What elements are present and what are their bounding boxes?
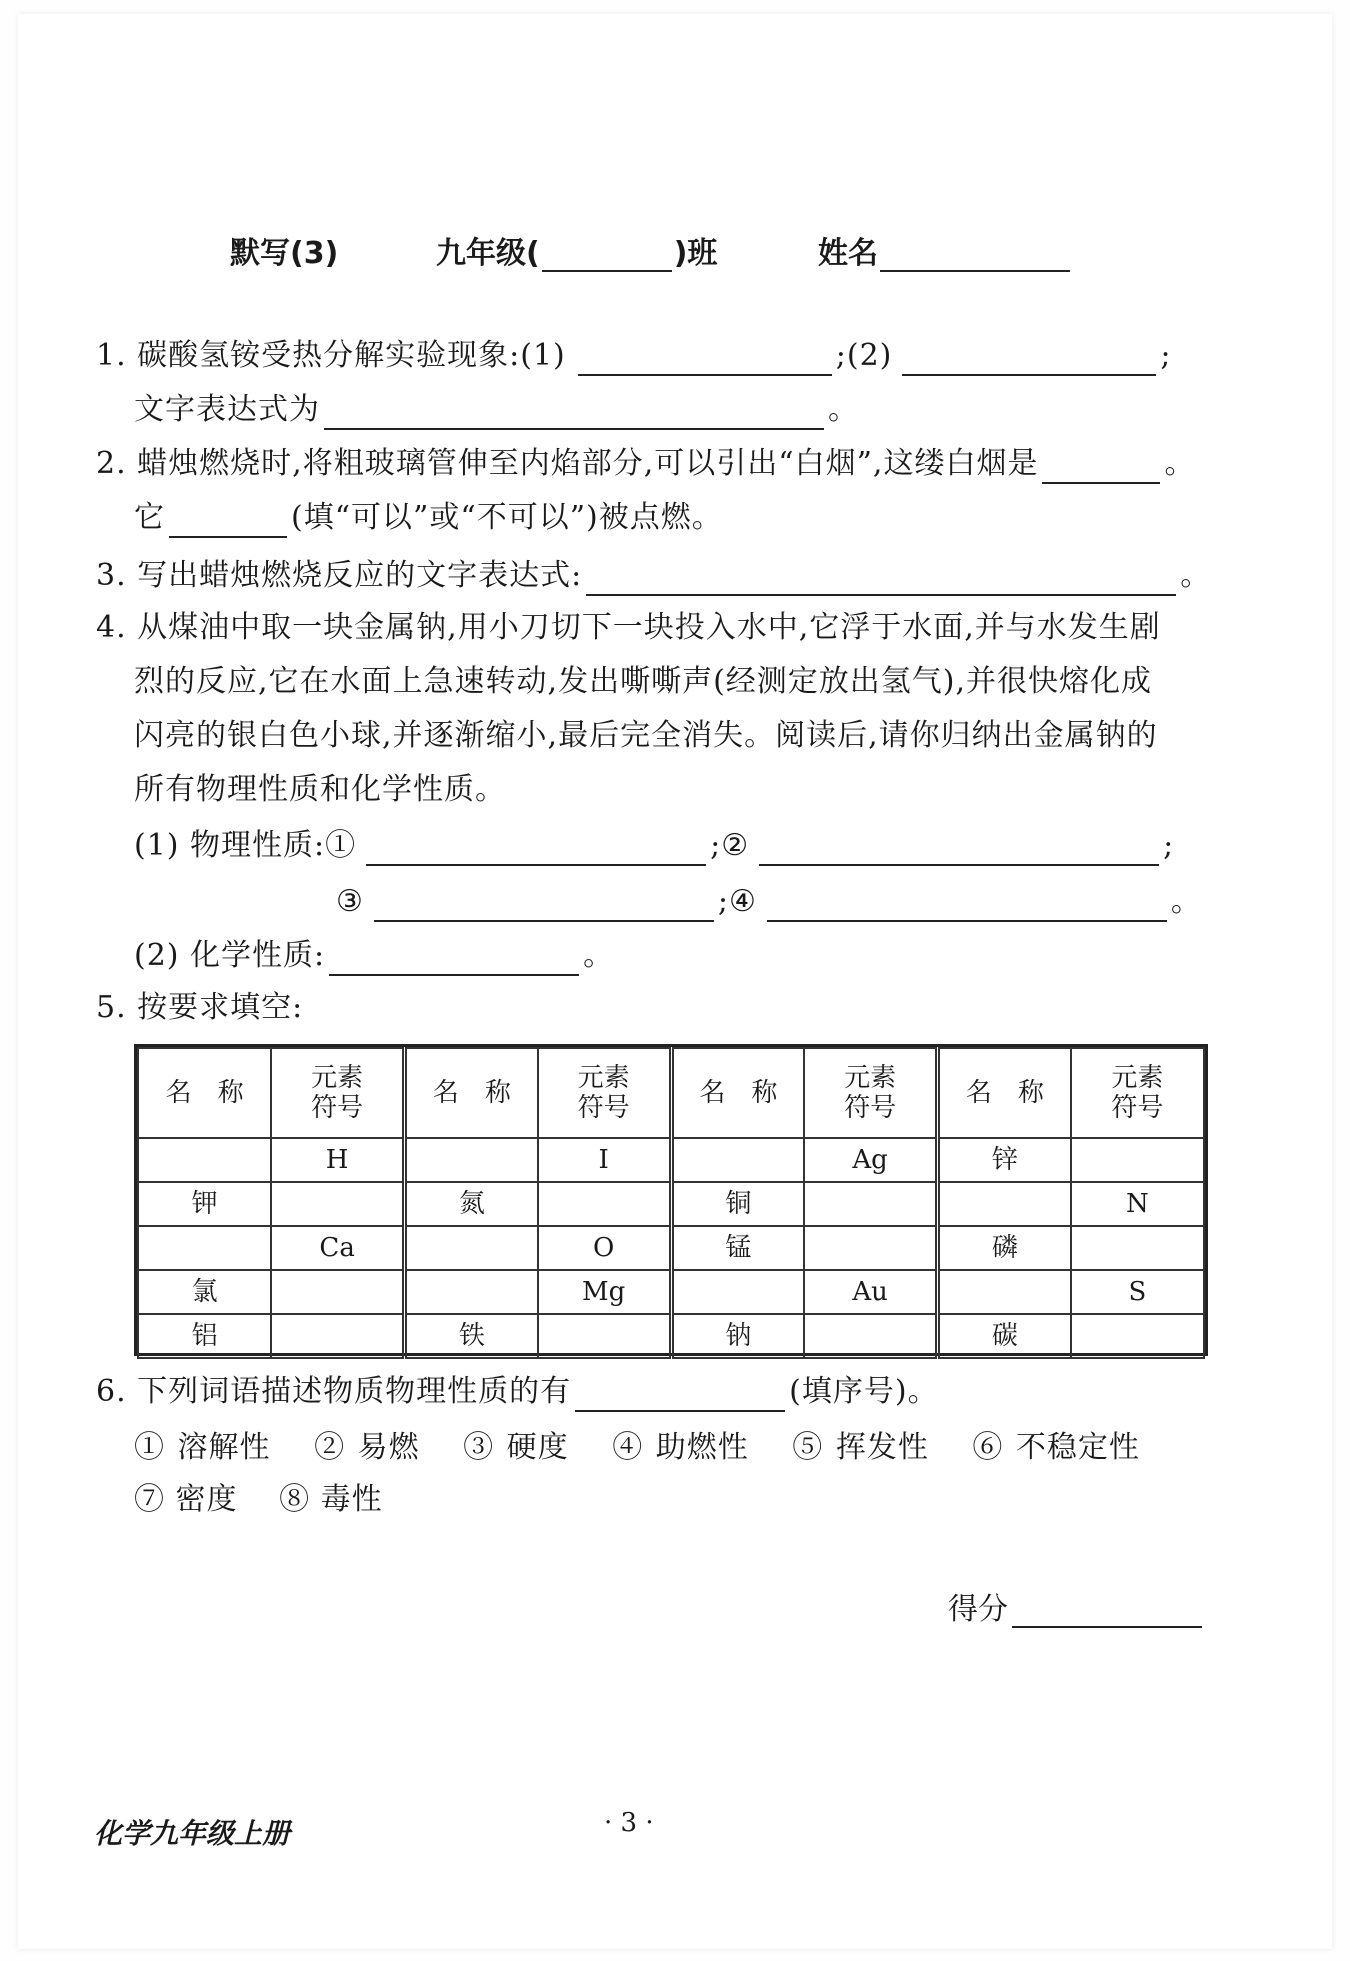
table-cell[interactable] <box>271 1182 404 1226</box>
table-cell[interactable]: Ag <box>804 1138 937 1182</box>
score-label: 得分 <box>948 1592 1008 1627</box>
q4-chemical-line: (2) 化学性质: 。 <box>134 936 614 976</box>
q4-physical-line-1: (1) 物理性质:① ;② ; <box>134 826 1174 866</box>
q2-blank-1[interactable] <box>1042 452 1160 484</box>
table-cell[interactable] <box>138 1226 271 1270</box>
table-cell[interactable] <box>938 1182 1071 1226</box>
q3-blank[interactable] <box>586 564 1176 596</box>
question-6-line-1: 6. 下列词语描述物质物理性质的有 (填序号)。 <box>96 1372 939 1412</box>
table-cell[interactable] <box>1071 1138 1204 1182</box>
table-cell[interactable] <box>405 1270 538 1314</box>
q4-chem-blank[interactable] <box>329 944 579 976</box>
q1-blank-1[interactable] <box>578 344 832 376</box>
name-blank[interactable] <box>880 240 1070 272</box>
table-cell[interactable]: 铝 <box>138 1314 271 1358</box>
table-cell[interactable] <box>804 1314 937 1358</box>
table-cell[interactable]: 氮 <box>405 1182 538 1226</box>
q1-blank-2[interactable] <box>902 344 1156 376</box>
table-cell[interactable]: Ca <box>271 1226 404 1270</box>
element-table-grid <box>137 1047 1205 1359</box>
class-field <box>436 228 717 272</box>
table-cell[interactable] <box>271 1314 404 1358</box>
question-4-line-1: 4. 从煤油中取一块金属钠,用小刀切下一块投入水中,它浮于水面,并与水发生剧 <box>96 610 1161 645</box>
table-cell[interactable] <box>671 1138 804 1182</box>
worksheet-title: 默写(3) <box>230 236 339 271</box>
header-name: 名 称 <box>671 1048 804 1138</box>
question-2-line-2: 它 (填“可以”或“不可以”)被点燃。 <box>134 498 723 538</box>
table-row <box>138 1138 1204 1182</box>
table-cell[interactable]: 氯 <box>138 1270 271 1314</box>
table-cell[interactable] <box>804 1226 937 1270</box>
table-row <box>138 1182 1204 1226</box>
question-1-line-2: 文字表达式为 。 <box>134 390 859 430</box>
q4-phys-blank-1[interactable] <box>366 834 706 866</box>
table-cell[interactable]: 铁 <box>405 1314 538 1358</box>
table-cell[interactable]: 钾 <box>138 1182 271 1226</box>
q2-blank-2[interactable] <box>169 506 287 538</box>
table-cell[interactable]: 锌 <box>938 1138 1071 1182</box>
page-number: · 3 · <box>604 1808 654 1838</box>
question-4-line-3: 闪亮的银白色小球,并逐渐缩小,最后完全消失。阅读后,请你归纳出金属钠的 <box>134 718 1158 753</box>
table-header-row <box>138 1048 1204 1138</box>
table-cell[interactable]: H <box>271 1138 404 1182</box>
table-cell[interactable] <box>938 1270 1071 1314</box>
element-table <box>134 1044 1208 1356</box>
table-row <box>138 1314 1204 1358</box>
table-cell[interactable] <box>804 1182 937 1226</box>
table-cell[interactable]: 锰 <box>671 1226 804 1270</box>
table-cell[interactable] <box>405 1226 538 1270</box>
table-cell[interactable]: O <box>538 1226 671 1270</box>
table-cell[interactable] <box>405 1138 538 1182</box>
table-cell[interactable] <box>538 1182 671 1226</box>
table-cell[interactable]: 磷 <box>938 1226 1071 1270</box>
q1-blank-3[interactable] <box>324 398 824 430</box>
page-sheet <box>18 14 1332 1949</box>
score-blank[interactable] <box>1012 1596 1202 1628</box>
table-cell[interactable]: N <box>1071 1182 1204 1226</box>
header-symbol: 元素 符号 <box>1071 1048 1204 1138</box>
header-name: 名 称 <box>138 1048 271 1138</box>
name-field <box>818 228 1072 272</box>
table-cell[interactable]: 铜 <box>671 1182 804 1226</box>
footer-book-title: 化学九年级上册 <box>94 1817 291 1850</box>
table-cell[interactable] <box>1071 1226 1204 1270</box>
table-cell[interactable] <box>271 1270 404 1314</box>
table-row <box>138 1226 1204 1270</box>
table-row <box>138 1270 1204 1314</box>
table-cell[interactable]: Mg <box>538 1270 671 1314</box>
header-name: 名 称 <box>405 1048 538 1138</box>
grade-label: 九年级( <box>436 236 540 271</box>
name-label: 姓名 <box>818 236 878 271</box>
class-suffix: )班 <box>673 236 718 271</box>
question-5-label: 5. 按要求填空: <box>96 990 304 1025</box>
table-cell[interactable]: 钠 <box>671 1314 804 1358</box>
question-1-line-1: 1. 碳酸氢铵受热分解实验现象:(1) ;(2) ; <box>96 336 1171 376</box>
q4-phys-blank-3[interactable] <box>374 890 714 922</box>
question-4-line-4: 所有物理性质和化学性质。 <box>134 772 506 807</box>
question-4-line-2: 烈的反应,它在水面上急速转动,发出嘶嘶声(经测定放出氢气),并很快熔化成 <box>134 664 1153 699</box>
table-cell[interactable] <box>538 1314 671 1358</box>
q6-options-line-1: ① 溶解性 ② 易燃 ③ 硬度 ④ 助燃性 ⑤ 挥发性 ⑥ 不稳定性 <box>134 1430 1140 1465</box>
header-name: 名 称 <box>938 1048 1071 1138</box>
q6-blank[interactable] <box>575 1380 785 1412</box>
score-field <box>948 1584 1206 1628</box>
q4-phys-blank-4[interactable] <box>767 890 1167 922</box>
table-cell[interactable]: I <box>538 1138 671 1182</box>
class-blank[interactable] <box>542 240 672 272</box>
table-cell[interactable] <box>671 1270 804 1314</box>
table-cell[interactable]: S <box>1071 1270 1204 1314</box>
q6-options-line-2: ⑦ 密度 ⑧ 毒性 <box>134 1482 383 1517</box>
table-cell[interactable]: 碳 <box>938 1314 1071 1358</box>
q4-physical-line-2: ③ ;④ 。 <box>336 882 1202 922</box>
header-symbol: 元素 符号 <box>538 1048 671 1138</box>
table-cell[interactable]: Au <box>804 1270 937 1314</box>
table-cell[interactable] <box>138 1138 271 1182</box>
q4-phys-blank-2[interactable] <box>759 834 1159 866</box>
table-cell[interactable] <box>1071 1314 1204 1358</box>
header-symbol: 元素 符号 <box>271 1048 404 1138</box>
question-2-line-1: 2. 蜡烛燃烧时,将粗玻璃管伸至内焰部分,可以引出“白烟”,这缕白烟是 。 <box>96 444 1195 484</box>
question-3: 3. 写出蜡烛燃烧反应的文字表达式: 。 <box>96 556 1211 596</box>
header-symbol: 元素 符号 <box>804 1048 937 1138</box>
